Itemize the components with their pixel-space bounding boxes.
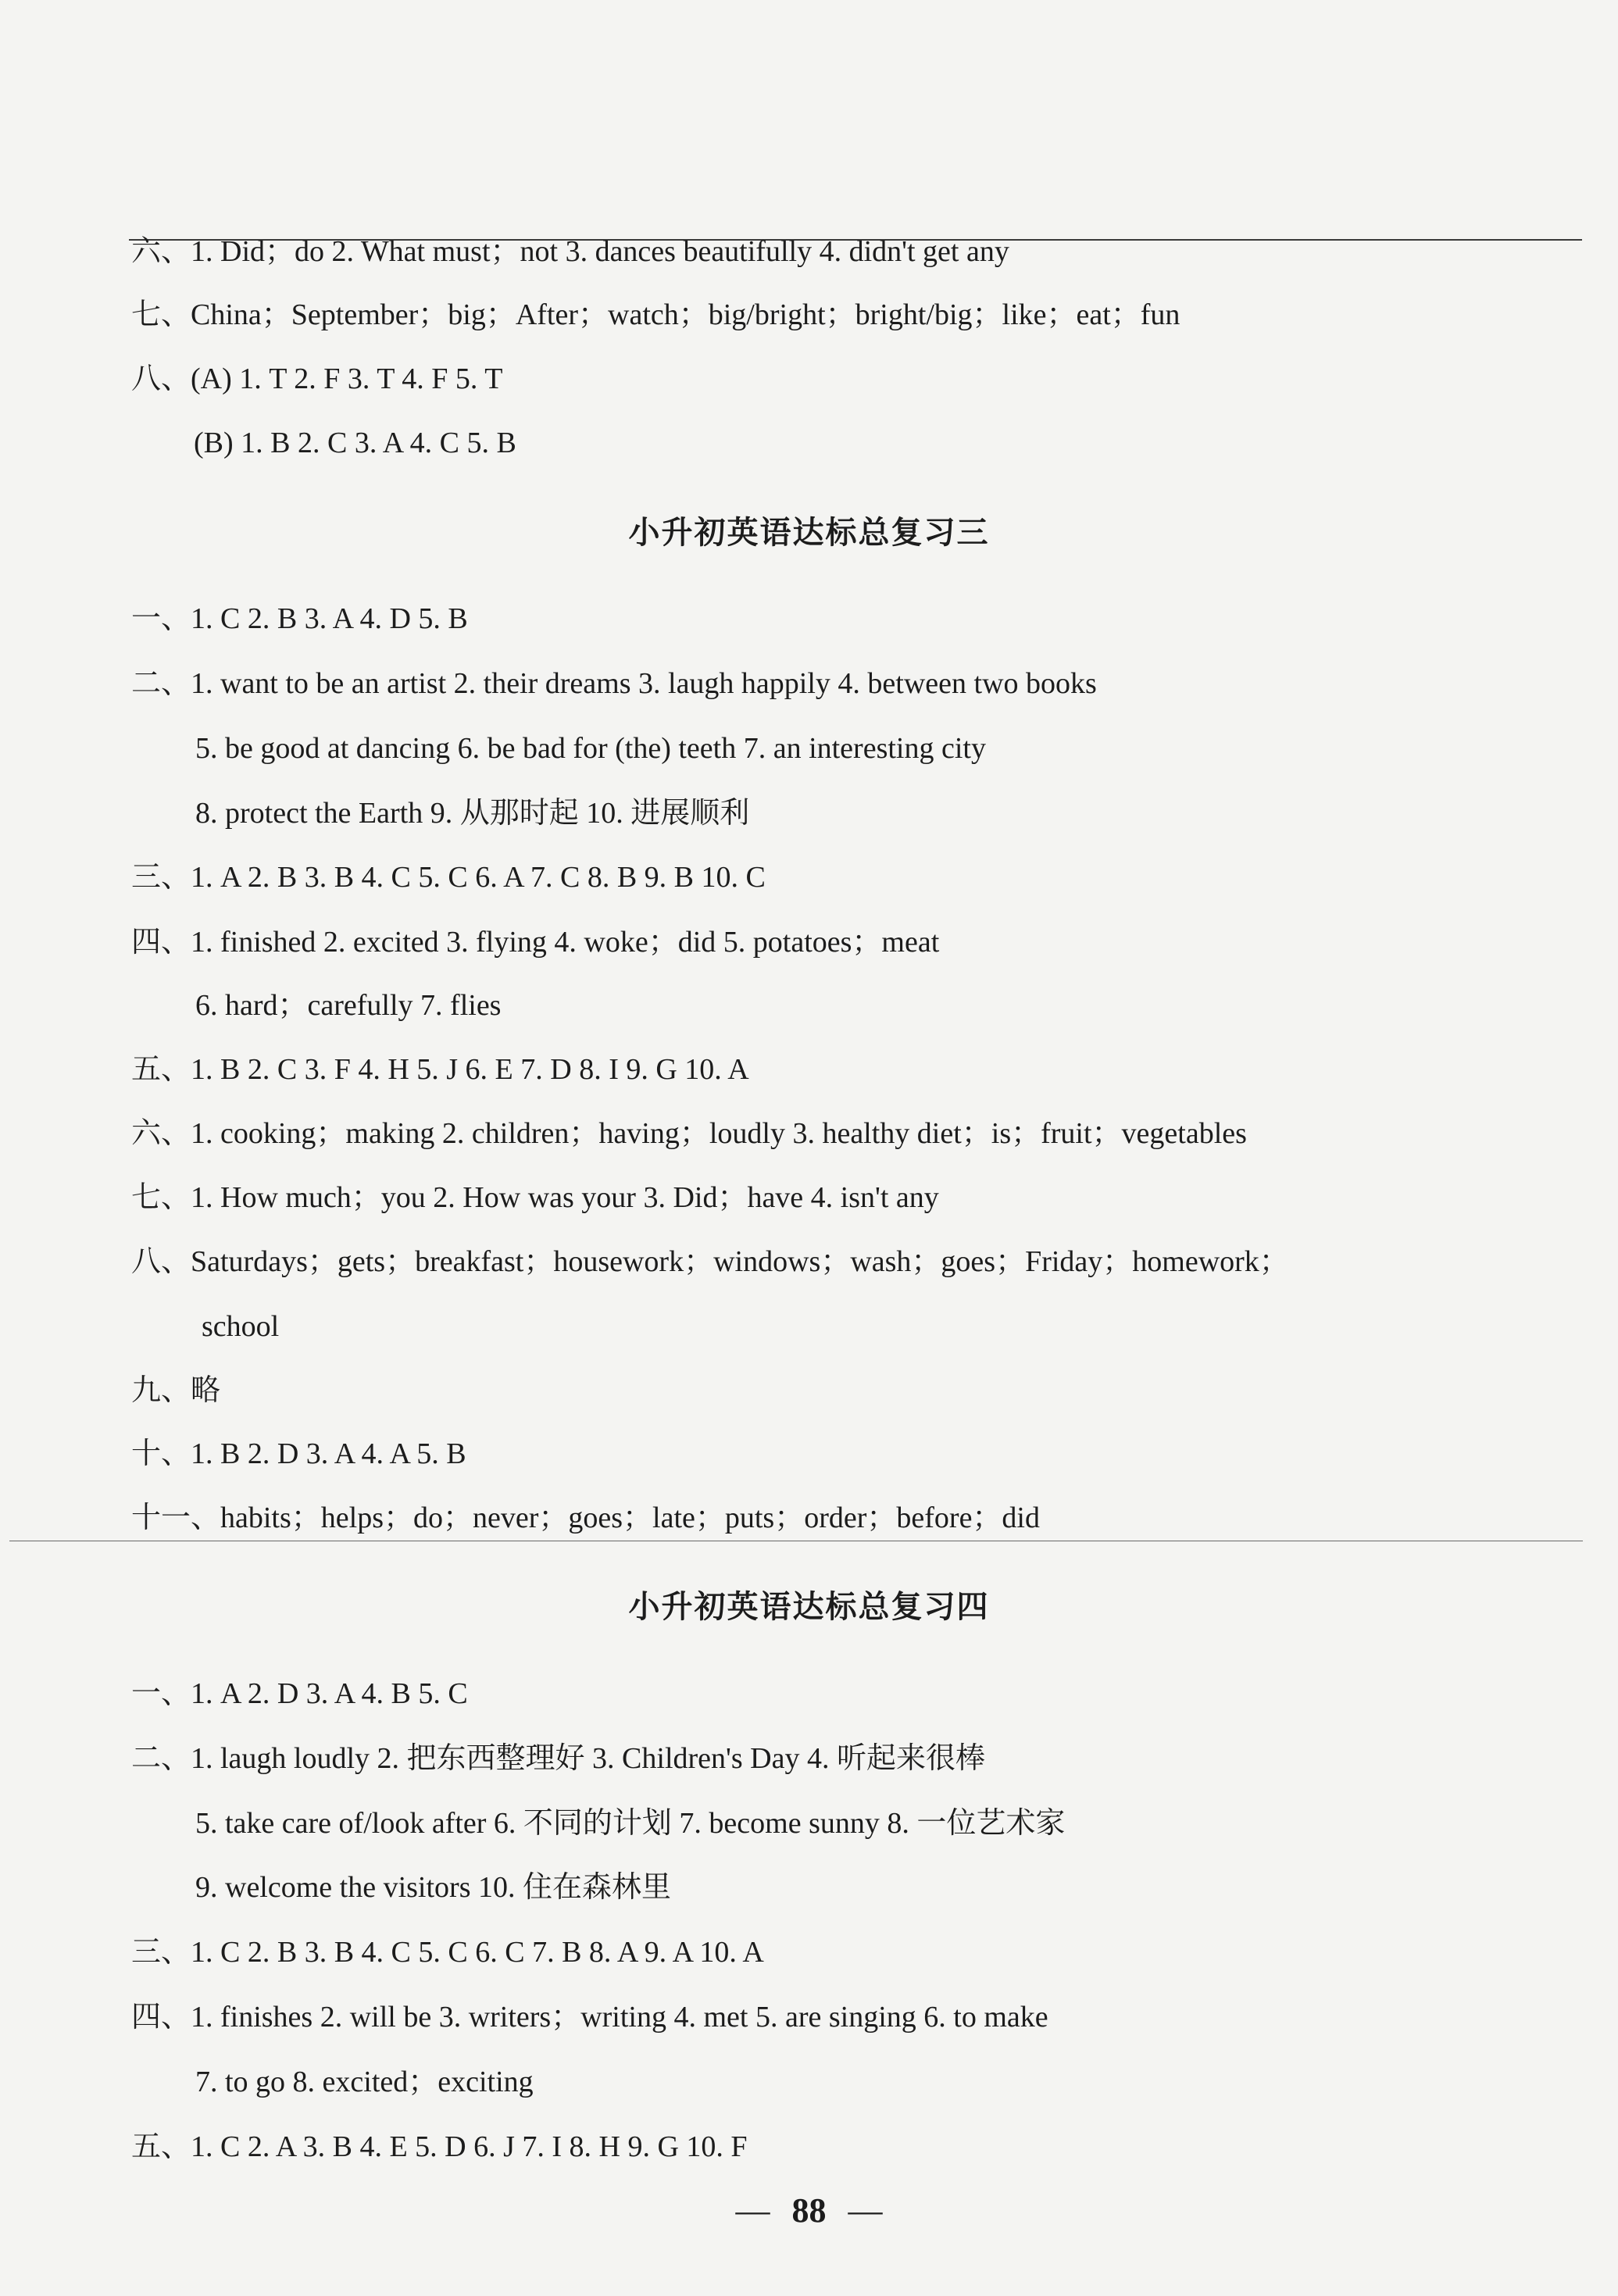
page-dash-left: — (735, 2191, 770, 2230)
answer-line: 六、1. Did；do 2. What must；not 3. dances beautifully 4. didn't get any (131, 235, 1009, 268)
answer-line: 一、1. C 2. B 3. A 4. D 5. B (131, 602, 468, 635)
answer-line: 十一、habits；helps；do；never；goes；late；puts；order；before；did (131, 1502, 1040, 1534)
answer-line: (B) 1. B 2. C 3. A 4. C 5. B (194, 427, 516, 459)
answer-line: 十、1. B 2. D 3. A 4. A 5. B (131, 1437, 466, 1470)
page-dash-right: — (848, 2191, 883, 2230)
answer-line: 三、1. A 2. B 3. B 4. C 5. C 6. A 7. C 8. B 9. B 10. C (131, 861, 766, 894)
answer-line: 四、1. finished 2. excited 3. flying 4. woke；did 5. potatoes；meat (131, 926, 940, 959)
section-title: 小升初英语达标总复习四 (628, 1589, 990, 1625)
answer-line: 八、Saturdays；gets；breakfast；housework；windows；wash；goes；Friday；homework； (131, 1245, 1289, 1278)
answer-line: 三、1. C 2. B 3. B 4. C 5. C 6. C 7. B 8. A 9. A 10. A (131, 1936, 764, 1969)
answer-line: 七、China；September；big；After；watch；big/bright；bright/big；like；eat；fun (131, 298, 1180, 331)
page-number (0, 2187, 1618, 2234)
answer-line: 五、1. B 2. C 3. F 4. H 5. J 6. E 7. D 8. I 9. G 10. A (131, 1053, 749, 1086)
answer-line: 二、1. want to be an artist 2. their dreams 3. laugh happily 4. between two books (131, 667, 1097, 700)
answer-line: 五、1. C 2. A 3. B 4. E 5. D 6. J 7. I 8. H 9. G 10. F (131, 2130, 748, 2163)
answer-line: 九、略 (131, 1374, 221, 1407)
section-title: 小升初英语达标总复习三 (628, 515, 990, 551)
answer-line: 一、1. A 2. D 3. A 4. B 5. C (131, 1677, 468, 1710)
answer-line: 七、1. How much；you 2. How was your 3. Did；have 4. isn't any (131, 1181, 939, 1214)
answer-line: school (202, 1310, 280, 1343)
answer-line: 八、(A) 1. T 2. F 3. T 4. F 5. T (131, 362, 503, 395)
answer-line: 四、1. finishes 2. will be 3. writers；writing 4. met 5. are singing 6. to make (131, 2001, 1048, 2034)
answer-line: 二、1. laugh loudly 2. 把东西整理好 3. Children's Day 4. 听起来很棒 (131, 1742, 985, 1775)
answer-line: 六、1. cooking；making 2. children；having；loudly 3. healthy diet；is；fruit；vegetables (131, 1117, 1247, 1150)
answer-line: 5. take care of/look after 6. 不同的计划 7. become sunny 8. 一位艺术家 (195, 1807, 1066, 1840)
answer-line: 5. be good at dancing 6. be bad for (the) teeth 7. an interesting city (195, 732, 986, 765)
answer-line: 8. protect the Earth 9. 从那时起 10. 进展顺利 (195, 797, 750, 830)
answer-line: 6. hard；carefully 7. flies (195, 989, 502, 1022)
answer-line: 7. to go 8. excited；exciting (195, 2066, 534, 2098)
page-number-value: 88 (791, 2191, 827, 2230)
answer-line: 9. welcome the visitors 10. 住在森林里 (195, 1871, 671, 1904)
